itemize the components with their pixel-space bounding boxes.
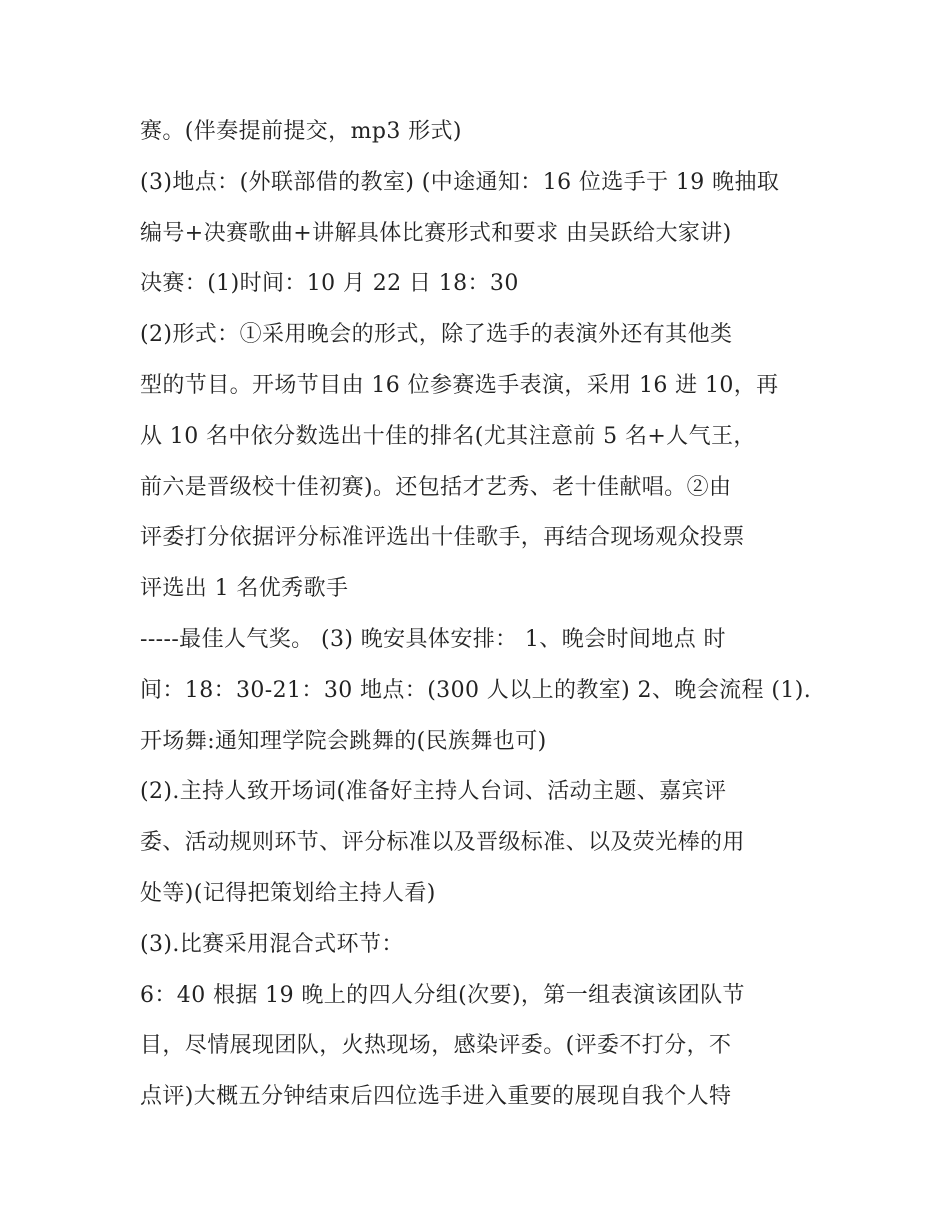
text-line: 型的节目。开场节目由 16 位参赛选手表演，采用 16 进 10，再: [140, 372, 779, 398]
text-line: 开场舞:通知理学院会跳舞的(民族舞也可): [140, 728, 547, 754]
text-line: 决赛：(1)时间：10 月 22 日 18：30: [140, 271, 519, 297]
text-line: 评委打分依据评分标准评选出十佳歌手，再结合现场观众投票: [140, 525, 745, 551]
text-line: 赛。(伴奏提前提交，mp3 形式): [140, 119, 462, 144]
text-line: 间：18：30-21：30 地点：(300 人以上的教室) 2、晚会流程 (1).: [140, 677, 812, 703]
text-line: (2)形式：①采用晚会的形式，除了选手的表演外还有其他类: [140, 322, 733, 348]
text-line: (3)地点：(外联部借的教室) (中途通知：16 位选手于 19 晚抽取: [140, 169, 780, 195]
text-line: 6：40 根据 19 晚上的四人分组(次要)，第一组表演该团队节: [140, 982, 745, 1008]
text-line: 前六是晋级校十佳初赛)。还包括才艺秀、老十佳献唱。②由: [140, 474, 732, 500]
text-line: (2).主持人致开场词(准备好主持人台词、活动主题、嘉宾评: [140, 779, 727, 805]
text-line: 处等)(记得把策划给主持人看): [140, 880, 436, 906]
text-line: 点评)大概五分钟结束后四位选手进入重要的展现自我个人特: [140, 1084, 732, 1110]
text-line: 评选出 1 名优秀歌手: [140, 576, 349, 602]
text-line: 从 10 名中依分数选出十佳的排名(尤其注意前 5 名+人气王，: [140, 423, 756, 449]
text-line: 编号+决赛歌曲+讲解具体比赛形式和要求 由吴跃给大家讲): [140, 220, 732, 246]
text-line: (3).比赛采用混合式环节：: [140, 931, 404, 957]
text-line: -----最佳人气奖。 (3) 晚安具体安排： 1、晚会时间地点 时: [140, 626, 726, 652]
document-body: [140, 107, 816, 1123]
text-line: 委、活动规则环节、评分标准以及晋级标准、以及荧光棒的用: [140, 830, 745, 856]
text-line: 目，尽情展现团队，火热现场，感染评委。(评委不打分，不: [140, 1033, 732, 1059]
